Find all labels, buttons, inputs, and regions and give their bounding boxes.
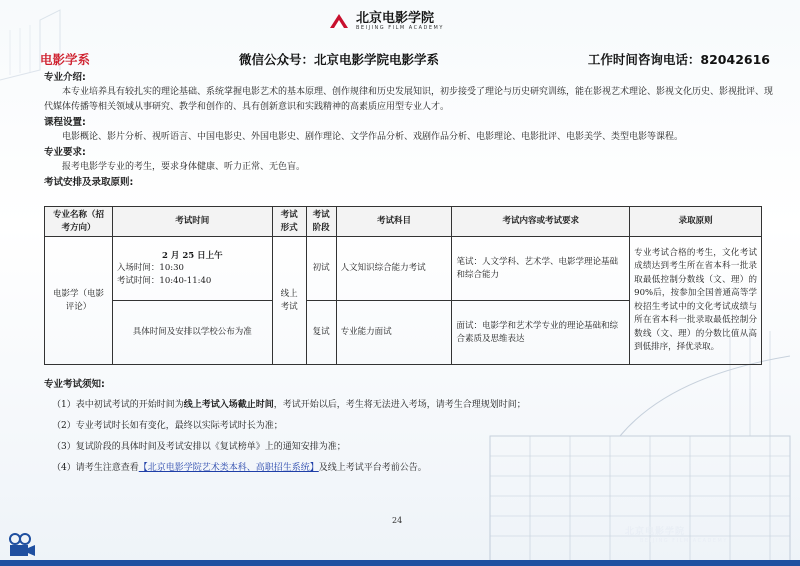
- stage-cell-retest: 复试: [306, 301, 336, 365]
- academy-logo: [328, 9, 478, 33]
- header-subject: 考试科目: [336, 207, 452, 237]
- note-4-text-end: 及线上考试平台考前公告。: [318, 463, 427, 473]
- main-content: [44, 70, 774, 190]
- top-bar: [0, 0, 800, 40]
- footer-logo-english: BEIJING FILM ACADEMY: [640, 538, 728, 544]
- note-1-emphasis: 线上考试入场截止时间: [183, 400, 274, 410]
- subject-cell-retest: 专业能力面试: [336, 301, 452, 365]
- admission-system-link[interactable]: 【北京电影学院艺术类本科、高职招生系统】: [138, 463, 319, 473]
- content-cell-initial: 笔试：人文学科、艺术学、电影学理论基础和综合能力: [452, 237, 630, 301]
- academy-emblem-icon: [328, 12, 350, 30]
- arrangement-heading: 考试安排及录取原则:: [44, 177, 134, 188]
- note-1-text: （1）表中初试考试的开始时间为: [52, 400, 184, 410]
- header-time: 考试时间: [112, 207, 272, 237]
- stage-cell-initial: 初试: [306, 237, 336, 301]
- requirements-heading: 专业要求:: [44, 147, 86, 158]
- logo-chinese-name: 北京电影学院: [356, 10, 435, 26]
- table-row: [45, 237, 762, 301]
- exam-time: 考试时间：10:40-11:40: [116, 275, 212, 286]
- subject-cell-initial: 人文知识综合能力考试: [336, 237, 452, 301]
- header-major: 专业名称（招考方向）: [45, 207, 113, 237]
- exam-notes: [44, 374, 774, 479]
- time-cell-retest: 具体时间及安排以学校公布为准: [112, 301, 272, 365]
- form-cell: 线上考试: [272, 237, 306, 365]
- department-title: 电影学系: [40, 52, 91, 67]
- intro-text: 本专业培养具有较扎实的理论基础、系统掌握电影艺术的基本原理、创作规律和历史发展知识，初步接受了理论与历史研究训练，能在影视艺术理论、影视文化历史、影视批评、现代媒体传播等相关领域从事研究、教学和创作的、具有创新意识和实践精神的高素质应用型专业人才。: [44, 87, 774, 112]
- footer-logo-chinese: 北京电影学院: [625, 527, 686, 537]
- content-cell-retest: 面试：电影学和艺术学专业的理论基础和综合素质及思维表达: [452, 301, 630, 365]
- exam-date: 2 月 25 日上午: [161, 250, 223, 261]
- note-2: （2）专业考试时长如有变化，最终以实际考试时长为准；: [52, 421, 283, 431]
- footer-bar: [0, 560, 800, 566]
- entry-time: 入场时间：10:30: [116, 263, 184, 274]
- major-cell: 电影学（电影评论）: [45, 237, 113, 365]
- film-camera-icon: [6, 532, 36, 560]
- header-form: 考试形式: [272, 207, 306, 237]
- principle-cell: 专业考试合格的考生，文化考试成绩达到考生所在省本科一批录取最低控制分数线（文、理）的 90%后，按参加全国普通高等学校招生考试中的文化考试成绩与所在省本科一批录取最低控制分数线（文、理）的分数比值从高到低排序，择优录取。: [630, 237, 762, 365]
- consult-phone: 工作时间咨询电话：82042616: [587, 52, 770, 67]
- header-stage: 考试阶段: [306, 207, 336, 237]
- table-header-row: [45, 207, 762, 237]
- page-number: 24: [392, 516, 403, 525]
- intro-heading: 专业介绍:: [44, 72, 86, 83]
- requirements-text: 报考电影学专业的考生，要求身体健康、听力正常、无色盲。: [62, 162, 306, 172]
- note-4: [44, 458, 774, 479]
- logo-english-name: BEIJING FILM ACADEMY: [356, 24, 444, 31]
- exam-table: [44, 206, 762, 365]
- note-4-text: （4）请考生注意查看: [52, 463, 139, 473]
- header-line: [40, 50, 770, 68]
- wechat-account: 微信公众号：北京电影学院电影学系: [238, 52, 439, 67]
- note-1: [44, 395, 774, 416]
- notes-heading: 专业考试须知:: [44, 379, 105, 390]
- header-principle: 录取原则: [630, 207, 762, 237]
- time-cell-initial: [112, 237, 272, 301]
- note-1-text-end: ，考试开始以后，考生将无法进入考场，请考生合理规划时间；: [273, 400, 526, 410]
- note-3: （3）复试阶段的具体时间及考试安排以《复试榜单》上的通知安排为准；: [52, 442, 346, 452]
- courses-text: 电影概论、影片分析、视听语言、中国电影史、外国电影史、剧作理论、文学作品分析、戏剧作品分析、电影理论、电影批评、电影美学、类型电影等课程。: [62, 132, 684, 142]
- header-content: 考试内容或考试要求: [452, 207, 630, 237]
- courses-heading: 课程设置:: [44, 117, 86, 128]
